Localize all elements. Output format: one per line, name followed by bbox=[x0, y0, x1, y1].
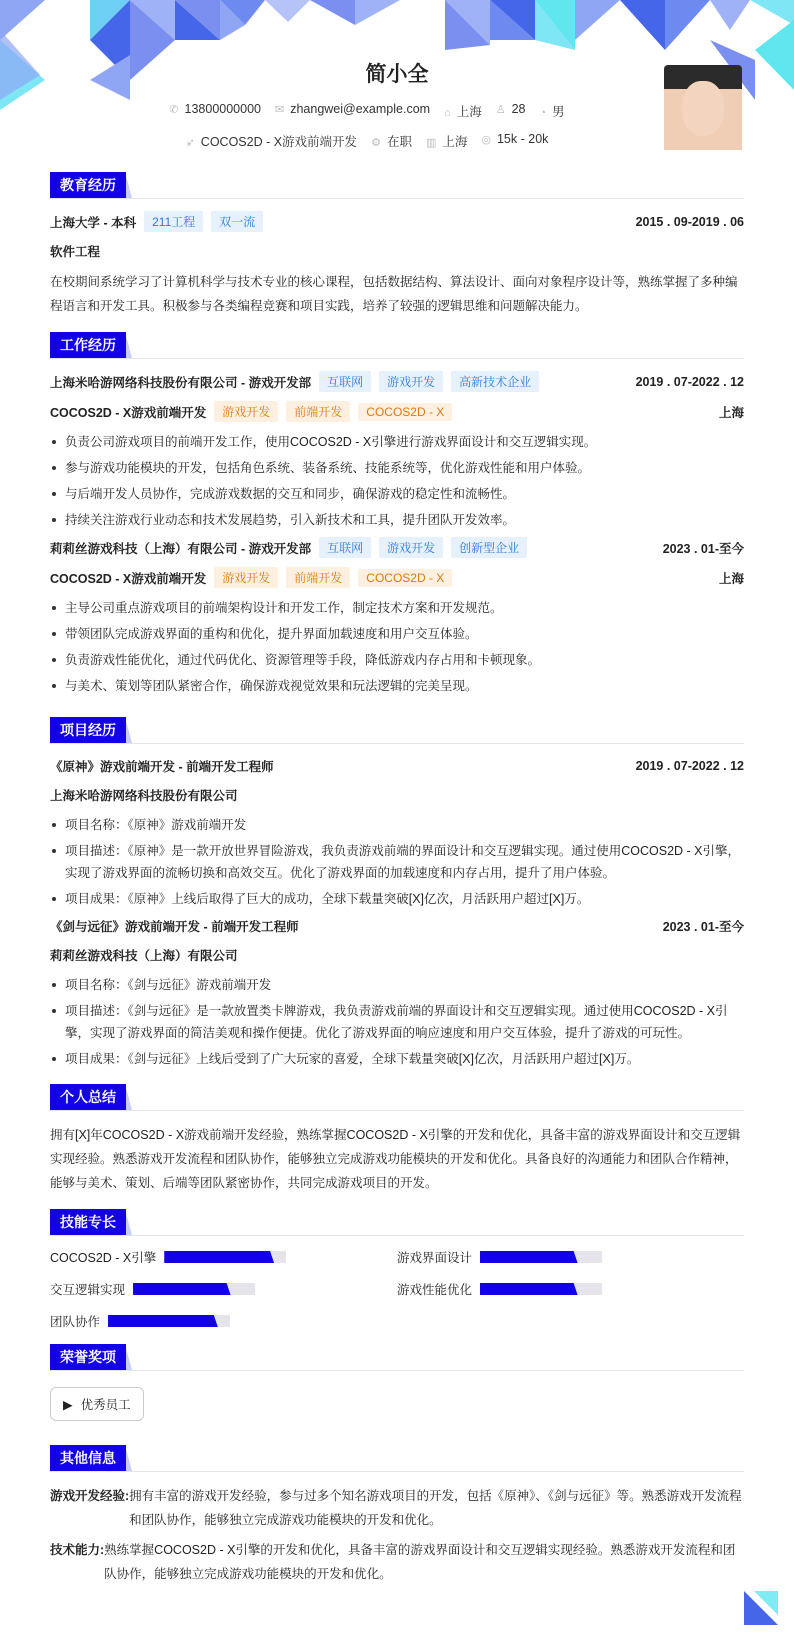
phone: 13800000000 bbox=[184, 102, 261, 116]
summary-section bbox=[50, 1084, 744, 1195]
company: 上海米哈游网络科技股份有限公司 - 游戏开发部 bbox=[50, 375, 312, 390]
section-title: 技能专长 bbox=[50, 1209, 126, 1235]
project-name: 《剑与远征》游戏前端开发 - 前端开发工程师 bbox=[50, 920, 299, 934]
salary-icon: ◎ bbox=[481, 134, 491, 146]
bullet: 项目成果：《原神》上线后取得了巨大的成功，全球下载量突破[X]亿次，月活跃用户超过[X]万。 bbox=[50, 888, 744, 910]
send-icon: ➶ bbox=[185, 137, 195, 149]
section-title: 项目经历 bbox=[50, 717, 126, 743]
work-city: 上海 bbox=[442, 135, 468, 149]
bullet: 项目成果：《剑与远征》上线后受到了广大玩家的喜爱，全球下载量突破[X]亿次，月活跃用户超过[X]万。 bbox=[50, 1048, 744, 1070]
bullet: 项目描述：《原神》是一款开放世界冒险游戏，我负责游戏前端的界面设计和交互逻辑实现。通过使用COCOS2D - X引擎，实现了游戏界面的流畅切换和高效交互。优化了游戏界面的加载速度和内存占用，提升了用户体验。 bbox=[50, 840, 744, 884]
skill-fill bbox=[164, 1251, 274, 1263]
work-item bbox=[50, 371, 744, 531]
skill-item bbox=[397, 1248, 744, 1266]
city: 上海 bbox=[718, 571, 744, 586]
status: 在职 bbox=[386, 135, 412, 149]
school: 上海大学 - 本科 bbox=[50, 215, 137, 230]
home-icon: ⌂ bbox=[444, 107, 451, 119]
salary: 15k - 20k bbox=[496, 132, 549, 146]
skill-item bbox=[50, 1280, 397, 1298]
bullet: 负责公司游戏项目的前端开发工作，使用COCOS2D - X引擎进行游戏界面设计和交互逻辑实现。 bbox=[50, 431, 744, 453]
bullet: 与后端开发人员协作，完成游戏数据的交互和同步，确保游戏的稳定性和流畅性。 bbox=[50, 483, 744, 505]
skill-item bbox=[50, 1312, 397, 1330]
date: 2023 . 01-至今 bbox=[662, 541, 744, 556]
age: 28 bbox=[511, 102, 526, 116]
role: COCOS2D - X游戏前端开发 bbox=[50, 571, 207, 586]
award-item[interactable] bbox=[50, 1387, 144, 1421]
award-label: 优秀员工 bbox=[80, 1398, 131, 1412]
status-icon: ⚙ bbox=[371, 137, 381, 149]
section-title: 工作经历 bbox=[50, 332, 126, 358]
project-item bbox=[50, 756, 744, 910]
building-icon: ▥ bbox=[425, 137, 437, 149]
bullet: 带领团队完成游戏界面的重构和优化，提升界面加载速度和用户交互体验。 bbox=[50, 623, 744, 645]
skill-bar bbox=[133, 1283, 255, 1295]
section-title: 荣誉奖项 bbox=[50, 1344, 126, 1370]
tag: 前端开发 bbox=[286, 401, 350, 422]
tag: 互联网 bbox=[319, 537, 371, 558]
skill-name: COCOS2D - X引擎 bbox=[50, 1251, 157, 1265]
gender-icon: ◔ bbox=[539, 107, 547, 119]
email-icon: ✉ bbox=[275, 104, 285, 116]
tag: 创新型企业 bbox=[451, 537, 527, 558]
project-item bbox=[50, 916, 744, 1070]
skill-fill bbox=[480, 1283, 578, 1295]
tag: 游戏开发 bbox=[379, 371, 443, 392]
skill-bar bbox=[480, 1251, 602, 1263]
section-title: 其他信息 bbox=[50, 1445, 126, 1471]
date: 2015 . 09-2019 . 06 bbox=[635, 214, 744, 229]
other-key: 游戏开发经验: bbox=[50, 1489, 130, 1503]
bullet: 主导公司重点游戏项目的前端架构设计和开发工作，制定技术方案和开发规范。 bbox=[50, 597, 744, 619]
bullet: 项目名称：《剑与远征》游戏前端开发 bbox=[50, 974, 744, 996]
major: 软件工程 bbox=[50, 245, 101, 259]
other-item bbox=[50, 1484, 744, 1532]
bullet: 负责游戏性能优化，通过代码优化、资源管理等手段，降低游戏内存占用和卡顿现象。 bbox=[50, 649, 744, 671]
skill-bar bbox=[164, 1251, 286, 1263]
skill-name: 团队协作 bbox=[50, 1315, 101, 1329]
skill-name: 游戏性能优化 bbox=[397, 1283, 473, 1297]
role: COCOS2D - X游戏前端开发 bbox=[50, 405, 207, 420]
age-icon: ♙ bbox=[495, 104, 506, 116]
avatar bbox=[664, 65, 742, 150]
bullet: 项目名称：《原神》游戏前端开发 bbox=[50, 814, 744, 836]
tag: 游戏开发 bbox=[214, 567, 278, 588]
phone-icon: ✆ bbox=[169, 104, 179, 116]
tag: 高新技术企业 bbox=[451, 371, 539, 392]
skill-name: 交互逻辑实现 bbox=[50, 1283, 126, 1297]
tag: 双一流 bbox=[211, 211, 263, 232]
city: 上海 bbox=[456, 105, 482, 119]
tag: 游戏开发 bbox=[214, 401, 278, 422]
education-section bbox=[50, 172, 744, 318]
tag: 游戏开发 bbox=[379, 537, 443, 558]
bullet: 参与游戏功能模块的开发，包括角色系统、装备系统、技能系统等，优化游戏性能和用户体验。 bbox=[50, 457, 744, 479]
bullet: 与美术、策划等团队紧密合作，确保游戏视觉效果和玩法逻辑的完美呈现。 bbox=[50, 675, 744, 697]
awards-section bbox=[50, 1344, 744, 1431]
tag: 211工程 bbox=[144, 211, 203, 232]
project-name: 《原神》游戏前端开发 - 前端开发工程师 bbox=[50, 760, 274, 774]
corner-decoration bbox=[744, 1591, 778, 1625]
skill-fill bbox=[133, 1283, 231, 1295]
resume-header bbox=[0, 0, 794, 160]
skill-item bbox=[50, 1248, 397, 1266]
company: 上海米哈游网络科技股份有限公司 bbox=[50, 789, 238, 803]
company: 莉莉丝游戏科技（上海）有限公司 bbox=[50, 949, 238, 963]
email: zhangwei@example.com bbox=[290, 102, 431, 116]
summary-text: 拥有[X]年COCOS2D - X游戏前端开发经验，熟练掌握COCOS2D - X引擎的开发和优化，具备丰富的游戏界面设计和交互逻辑实现经验。熟悉游戏开发流程和团队协作，能够独立完成游戏功能模块的开发和优化。具备良好的沟通能力和团队合作精神，能够与美术、策划、后端等团队紧密协作，共同完成游戏项目的开发。 bbox=[50, 1128, 741, 1190]
tag: 前端开发 bbox=[286, 567, 350, 588]
company: 莉莉丝游戏科技（上海）有限公司 - 游戏开发部 bbox=[50, 541, 312, 556]
gender: 男 bbox=[552, 105, 565, 119]
tag: COCOS2D - X bbox=[358, 569, 452, 587]
work-section bbox=[50, 332, 744, 697]
skill-name: 游戏界面设计 bbox=[397, 1251, 473, 1265]
section-title: 教育经历 bbox=[50, 172, 126, 198]
other-item bbox=[50, 1538, 744, 1586]
skill-fill bbox=[480, 1251, 578, 1263]
tag: COCOS2D - X bbox=[358, 403, 452, 421]
city: 上海 bbox=[718, 405, 744, 420]
project-section bbox=[50, 717, 744, 1070]
other-value: 拥有丰富的游戏开发经验，参与过多个知名游戏项目的开发，包括《原神》、《剑与远征》等。熟悉游戏开发流程和团队协作，能够独立完成游戏功能模块的开发和优化。 bbox=[129, 1489, 742, 1527]
tag: 互联网 bbox=[319, 371, 371, 392]
skill-bar bbox=[480, 1283, 602, 1295]
work-item bbox=[50, 537, 744, 697]
skill-item bbox=[397, 1280, 744, 1298]
skill-bar bbox=[108, 1315, 230, 1327]
candidate-name: 简小全 bbox=[365, 63, 429, 86]
position: COCOS2D - X游戏前端开发 bbox=[200, 135, 358, 149]
bullet: 项目描述：《剑与远征》是一款放置类卡牌游戏，我负责游戏前端的界面设计和交互逻辑实现。通过使用COCOS2D - X引擎，实现了游戏界面的简洁美观和操作便捷。优化了游戏界面的响应速度和用户交互体验，提升了游戏的可玩性。 bbox=[50, 1000, 744, 1044]
section-title: 个人总结 bbox=[50, 1084, 126, 1110]
skills-section bbox=[50, 1209, 744, 1330]
education-desc: 在校期间系统学习了计算机科学与技术专业的核心课程，包括数据结构、算法设计、面向对象程序设计等，熟练掌握了多种编程语言和开发工具。积极参与各类编程竞赛和项目实践，培养了较强的逻辑思维和问题解决能力。 bbox=[50, 275, 738, 313]
other-key: 技术能力: bbox=[50, 1543, 105, 1557]
skill-fill bbox=[108, 1315, 218, 1327]
other-value: 熟练掌握COCOS2D - X引擎的开发和优化，具备丰富的游戏界面设计和交互逻辑实现经验。熟悉游戏开发流程和团队协作，能够独立完成游戏功能模块的开发和优化。 bbox=[104, 1543, 736, 1581]
date: 2023 . 01-至今 bbox=[662, 920, 744, 934]
date: 2019 . 07-2022 . 12 bbox=[635, 759, 744, 773]
play-icon: ▶ bbox=[63, 1397, 73, 1412]
other-section bbox=[50, 1445, 744, 1586]
date: 2019 . 07-2022 . 12 bbox=[635, 374, 744, 389]
bullet: 持续关注游戏行业动态和技术发展趋势，引入新技术和工具，提升团队开发效率。 bbox=[50, 509, 744, 531]
